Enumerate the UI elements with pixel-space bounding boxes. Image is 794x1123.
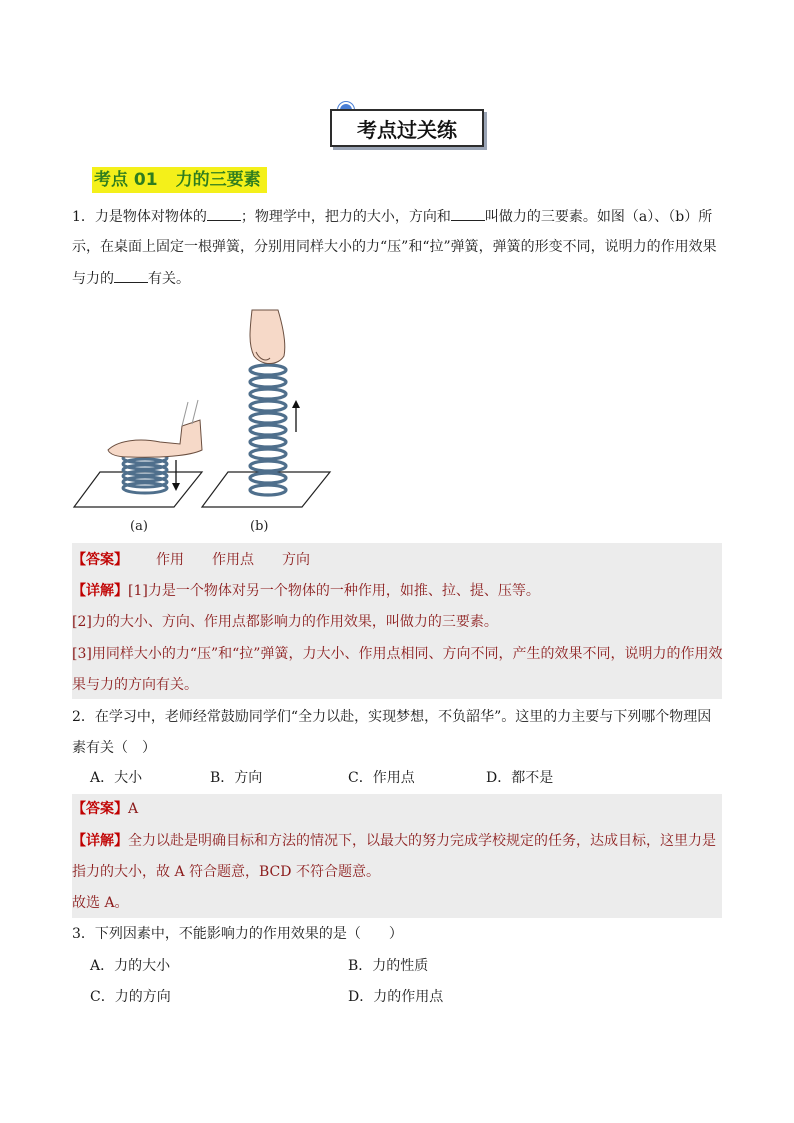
q1-detail-3: [3]用同样大小的力“压”和“拉”弹簧，力大小、作用点相同、方向不同，产生的效果不同，说明力的作用效 <box>72 646 723 662</box>
q2-detail-line1 <box>72 831 716 851</box>
q1-line2: 示，在桌面上固定一根弹簧，分别用同样大小的力“压”和“拉”弹簧，弹簧的形变不同，说明力的作用效果 <box>72 239 717 255</box>
fig-a-label: (a) <box>130 519 148 534</box>
q1-answer-2: 作用点 <box>212 552 254 568</box>
q2-detail-tag: 【详解】 <box>72 833 128 849</box>
q2-answer-block <box>72 794 722 918</box>
section-heading <box>92 167 267 193</box>
section-name: 力的三要素 <box>175 170 261 190</box>
q1-detail-1: [1]力是一个物体对另一个物体的一种作用，如推、拉、提、压等。 <box>128 583 540 599</box>
q2-option-a[interactable]: A．大小 <box>90 770 143 786</box>
page-title: 考点过关练 <box>357 118 457 142</box>
q1-answer-1: 作用 <box>156 552 184 568</box>
q2-option-b[interactable]: B．方向 <box>210 770 263 786</box>
q1-text-a: 1．力是物体对物体的 <box>72 209 207 225</box>
up-arrow-icon <box>292 400 300 432</box>
q3-option-c[interactable]: C．力的方向 <box>90 989 171 1005</box>
section-number: 考点 01 <box>94 170 158 190</box>
q1-answer-line <box>72 550 310 570</box>
pulling-hand-icon <box>250 310 285 364</box>
q3-option-d[interactable]: D．力的作用点 <box>348 989 444 1005</box>
q2-detail-1: 全力以赴是明确目标和方法的情况下，以最大的努力完成学校规定的任务，达成目标，这里力是 <box>128 833 716 849</box>
q1-text-d: 与力的 <box>72 271 114 287</box>
q3-option-b[interactable]: B．力的性质 <box>348 958 429 974</box>
title-box <box>330 109 484 147</box>
q1-text-e: 有关。 <box>148 271 190 287</box>
q2-answer: A <box>128 801 139 817</box>
q1-line1 <box>72 206 712 227</box>
q2-answer-line <box>72 799 138 819</box>
q1-line3 <box>72 268 190 289</box>
q3-line1: 3．下列因素中，不能影响力的作用效果的是（ ） <box>72 926 403 942</box>
q1-answer-3: 方向 <box>282 552 310 568</box>
q2-line2: 素有关（ ） <box>72 740 156 756</box>
q2-line1: 2．在学习中，老师经常鼓励同学们“全力以赴，实现梦想，不负韶华”。这里的力主要与下列哪个物理因 <box>72 709 712 725</box>
q1-text-b: ；物理学中，把力的大小，方向和 <box>240 209 451 225</box>
q1-detail-line1 <box>72 581 540 601</box>
table-plane-b <box>202 472 330 507</box>
q1-detail-2: [2]力的大小、方向、作用点都影响力的作用效果，叫做力的三要素。 <box>72 614 498 630</box>
spring-figure <box>70 300 340 545</box>
q2-detail-3: 故选 A。 <box>72 895 129 911</box>
q2-answer-tag: 【答案】 <box>72 801 128 817</box>
q2-detail-2: 指力的大小，故 A 符合题意，BCD 不符合题意。 <box>72 864 380 880</box>
q1-detail-tag: 【详解】 <box>72 583 128 599</box>
q2-option-d[interactable]: D．都不是 <box>486 770 554 786</box>
q1-answer-tag: 【答案】 <box>72 552 128 568</box>
q1-text-c: 叫做力的三要素。如图（a）、（b）所 <box>484 209 713 225</box>
q1-blank-1 <box>207 206 241 221</box>
q3-option-a[interactable]: A．力的大小 <box>90 958 171 974</box>
q1-blank-3 <box>114 268 148 283</box>
pressing-hand-icon <box>108 400 202 457</box>
q2-option-c[interactable]: C．作用点 <box>348 770 415 786</box>
q1-detail-4: 果与力的方向有关。 <box>72 677 198 693</box>
fig-b-label: (b) <box>250 519 269 534</box>
q1-blank-2 <box>451 206 485 221</box>
